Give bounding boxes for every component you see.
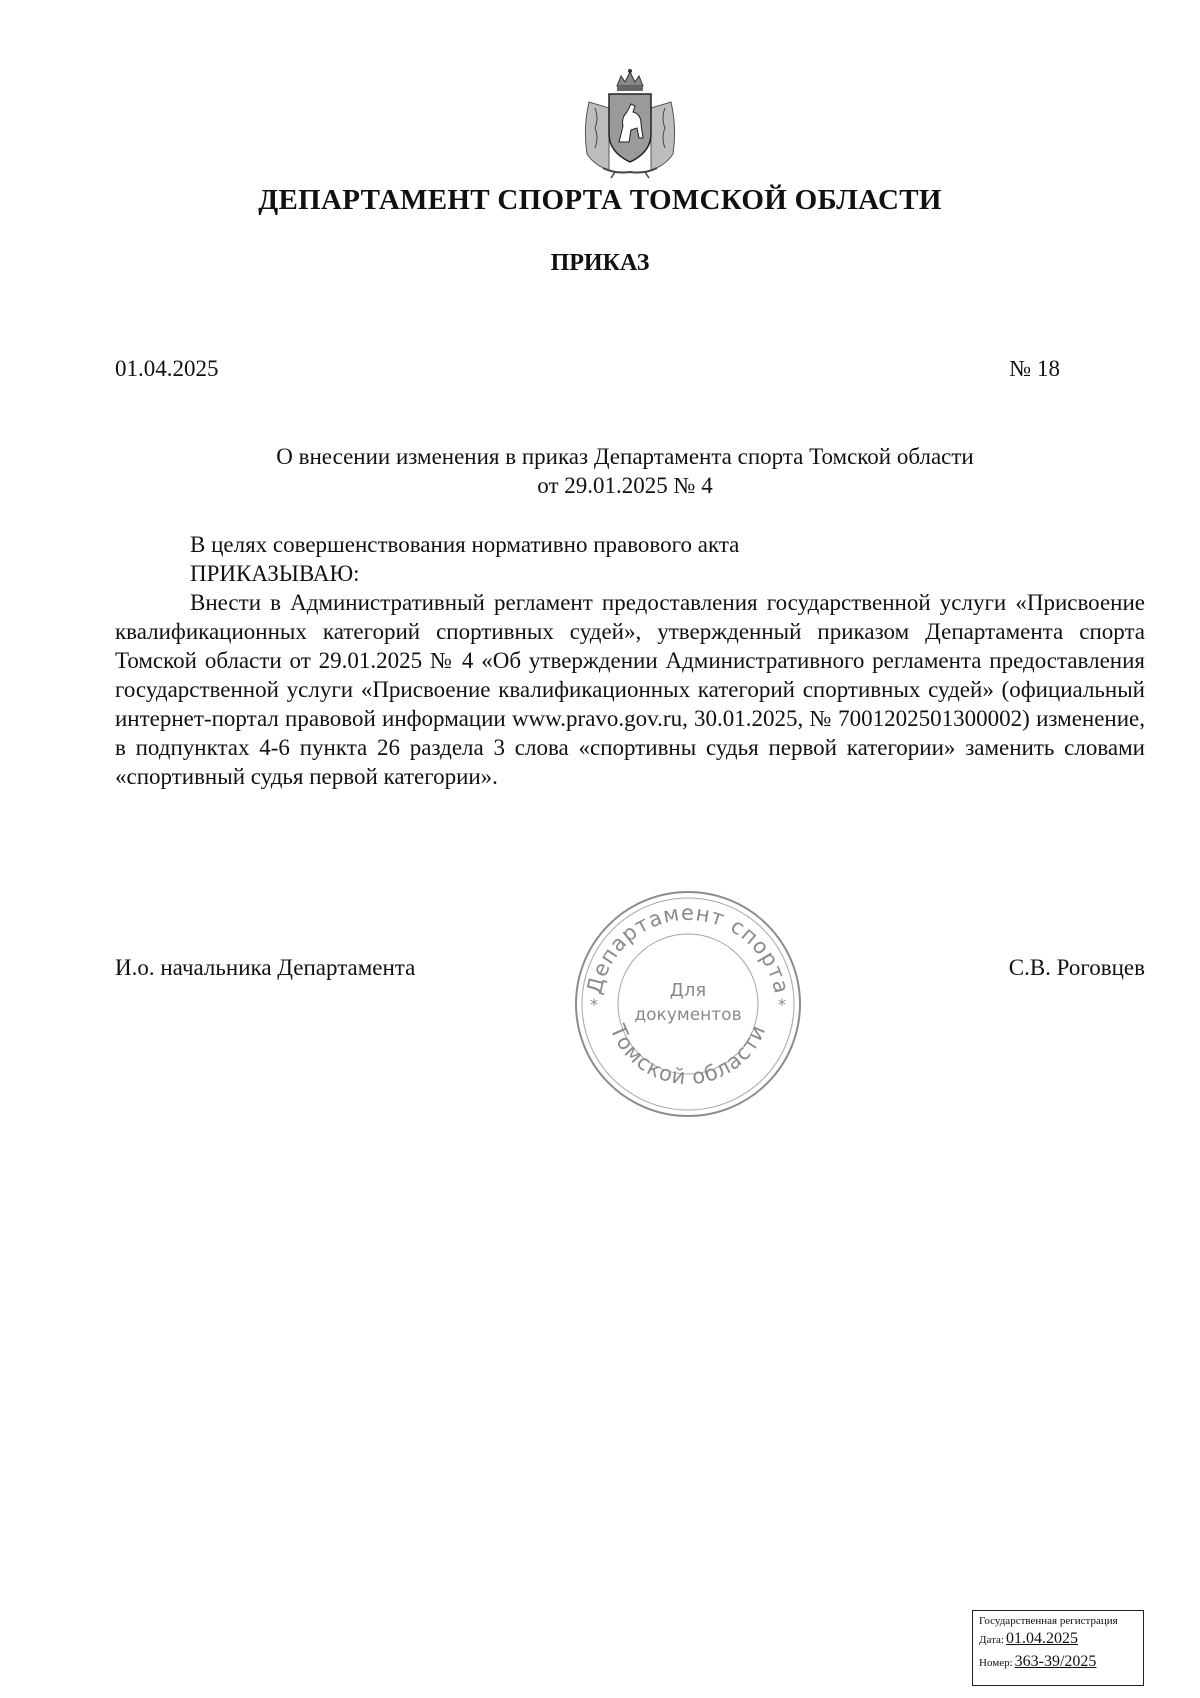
order-paragraph: Внести в Административный регламент предоставления государственной услуги «Присвоение квалификационных категорий спортивных судей», утвержденный приказом Департамента спорта Томской области от 29.01.2025 № 4 «Об утверждении Административного регламента предоставления государственной услуги «Присвоение квалификационных категорий спортивных судей» (официальный интернет-портал правовой информации www.pravo.gov.ru, 30.01.2025, № 7001202501300002) изменение, в подпунктах 4-6 пункта 26 раздела 3 слова «спортивны судья первой категории» заменить словами «спортивный судья первой категории». <box>115 590 1145 789</box>
round-seal-stamp <box>568 880 808 1120</box>
svg-text:Томской области: Томской области <box>605 1020 771 1090</box>
registration-box <box>972 1610 1144 1686</box>
svg-text:*: * <box>590 995 598 1014</box>
order-body <box>115 530 1145 791</box>
registration-date-row <box>979 1628 1137 1651</box>
registration-date-value: 01.04.2025 <box>1005 1630 1078 1647</box>
svg-text:*: * <box>778 995 786 1014</box>
registration-title: Государственная регистрация <box>979 1615 1118 1627</box>
signer-name: С.В. Роговцев <box>1008 955 1145 980</box>
order-date: 01.04.2025 <box>115 356 219 381</box>
order-word: ПРИКАЗЫВАЮ: <box>190 561 360 586</box>
department-title: ДЕПАРТАМЕНТ СПОРТА ТОМСКОЙ ОБЛАСТИ <box>258 184 942 216</box>
order-number: № 18 <box>1009 356 1060 381</box>
registration-number-value: 363-39/2025 <box>1014 1653 1097 1670</box>
purpose-line: В целях совершенствования нормативно правового акта <box>190 532 740 557</box>
document-type: ПРИКАЗ <box>550 250 650 276</box>
signer-position: И.о. начальника Департамента <box>115 955 416 980</box>
order-subject <box>160 442 1090 500</box>
stamp-inner-line-2: документов <box>634 1005 742 1025</box>
registration-date-label: Дата: <box>979 1634 1004 1646</box>
subject-line-2: от 29.01.2025 № 4 <box>537 473 713 498</box>
svg-text:Департамент спорта: Департамент спорта <box>582 900 794 997</box>
coat-of-arms-icon <box>575 68 685 180</box>
stamp-inner-line-1: Для <box>669 980 707 1001</box>
registration-number-row <box>979 1651 1137 1674</box>
registration-number-label: Номер: <box>979 1657 1013 1669</box>
subject-line-1: О внесении изменения в приказ Департамента спорта Томской области <box>276 444 974 469</box>
